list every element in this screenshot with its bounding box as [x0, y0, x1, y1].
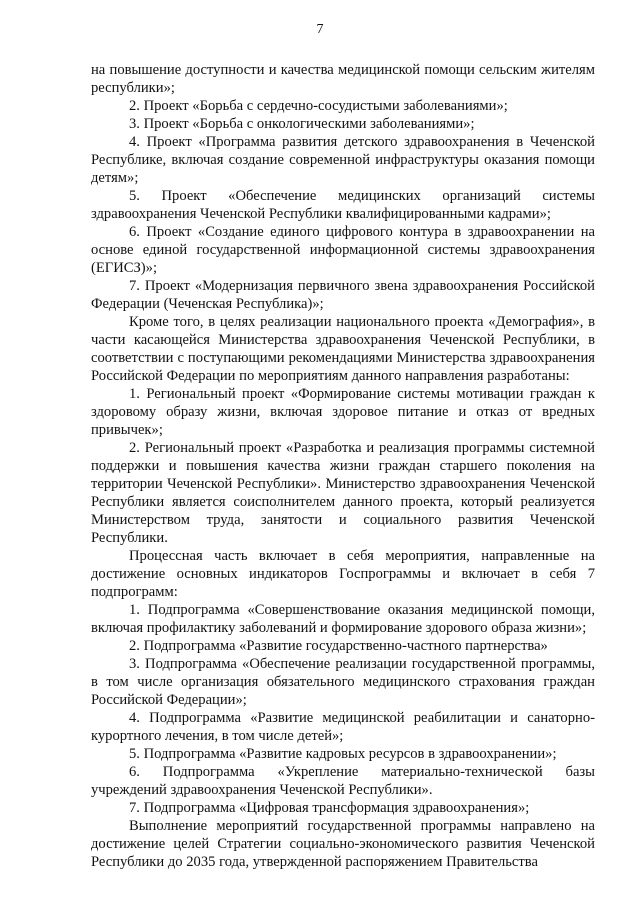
list-item-subprogram-1: 1. Подпрограмма «Совершенствование оказания медицинской помощи, включая профилактику заболеваний и формирование здорового образа жизни»;	[91, 602, 595, 636]
list-item-project-2: 2. Проект «Борьба с сердечно-сосудистыми заболеваниями»;	[129, 98, 508, 114]
paragraph-process-part: Процессная часть включает в себя мероприятия, направленные на достижение основных индикаторов Госпрограммы и включает в себя 7 подпрограмм:	[91, 548, 595, 600]
list-item-subprogram-6: 6. Подпрограмма «Укрепление материально-технической базы учреждений здравоохранения Чеченской Республики».	[91, 764, 595, 798]
list-item-subprogram-3: 3. Подпрограмма «Обеспечение реализации государственной программы, в том числе организация обязательного медицинского страхования граждан Российской Федерации»;	[91, 656, 595, 708]
paragraph-continuation: на повышение доступности и качества медицинской помощи сельским жителям республики»;	[91, 62, 595, 96]
list-item-subprogram-7: 7. Подпрограмма «Цифровая трансформация здравоохранения»;	[129, 800, 530, 816]
paragraph-strategy: Выполнение мероприятий государственной программы направлено на достижение целей Стратегии социально-экономического развития Чеченской Республики до 2035 года, утвержденной распоряжением Правительства	[91, 818, 595, 870]
list-item-regional-project-1: 1. Региональный проект «Формирование системы мотивации граждан к здоровому образу жизни, включая здоровое питание и отказ от вредных привычек»;	[91, 386, 595, 438]
body-text	[91, 61, 595, 871]
list-item-subprogram-5: 5. Подпрограмма «Развитие кадровых ресурсов в здравоохранении»;	[129, 746, 557, 762]
list-item-project-4: 4. Проект «Программа развития детского здравоохранения в Чеченской Республике, включая создание современной инфраструктуры оказания помощи детям»;	[91, 134, 595, 186]
list-item-subprogram-2: 2. Подпрограмма «Развитие государственно-частного партнерства»	[129, 638, 548, 654]
list-item-subprogram-4: 4. Подпрограмма «Развитие медицинской реабилитации и санаторно-курортного лечения, в том числе детей»;	[91, 710, 595, 744]
list-item-regional-project-2: 2. Региональный проект «Разработка и реализация программы системной поддержки и повышения качества жизни граждан старшего поколения на территории Чеченской Республики». Министерство здравоохранения Чеченской Республики является соисполнителем данного проекта, который реализуется Министерством труда, занятости и социального развития Чеченской Республики.	[91, 440, 595, 546]
list-item-project-3: 3. Проект «Борьба с онкологическими заболеваниями»;	[129, 116, 475, 132]
list-item-project-6: 6. Проект «Создание единого цифрового контура в здравоохранении на основе единой государственной информационной системы здравоохранения (ЕГИСЗ)»;	[91, 224, 595, 276]
page-number: 7	[316, 22, 324, 37]
list-item-project-5: 5. Проект «Обеспечение медицинских организаций системы здравоохранения Чеченской Республики квалифицированными кадрами»;	[91, 188, 595, 222]
paragraph-demography: Кроме того, в целях реализации национального проекта «Демография», в части касающейся Министерства здравоохранения Чеченской Республики, в соответствии с поступающими рекомендациями Министерства здравоохранения Российской Федерации по мероприятиям данного направления разработаны:	[91, 314, 595, 384]
list-item-project-7: 7. Проект «Модернизация первичного звена здравоохранения Российской Федерации (Чеченская Республика)»;	[91, 278, 595, 312]
